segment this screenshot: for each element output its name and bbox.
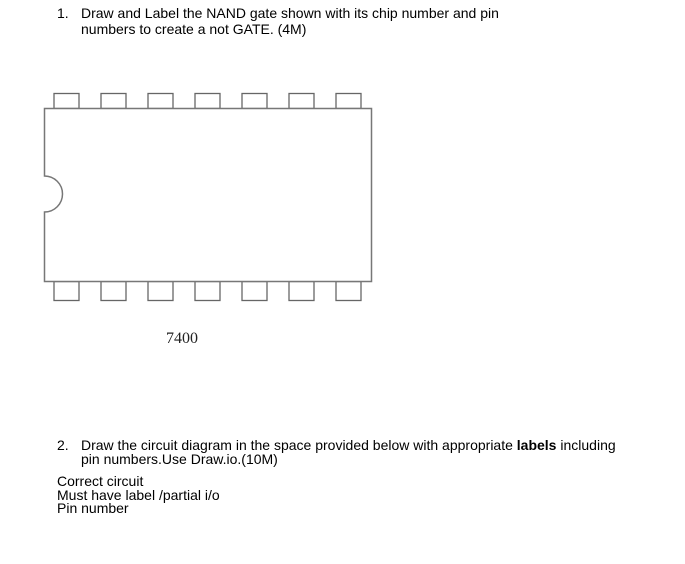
question-2-bold-labels: labels — [516, 437, 557, 453]
chip-pin-top — [242, 94, 267, 109]
chip-number-label: 7400 — [166, 330, 198, 347]
chip-pin-bottom — [336, 282, 361, 301]
criteria-item: Must have label /partial i/o — [57, 486, 220, 503]
chip-pin-bottom — [289, 282, 314, 301]
chip-pin-bottom — [101, 282, 126, 301]
chip-body — [45, 109, 372, 282]
chip-pin-top — [289, 94, 314, 109]
question-2-number: 2. — [57, 437, 69, 453]
question-1-line-2: numbers to create a not GATE. (4M) — [81, 21, 307, 37]
chip-pin-top — [54, 94, 79, 109]
chip-pin-top — [101, 94, 126, 109]
chip-pin-top — [336, 94, 361, 109]
chip-pin-top — [148, 94, 173, 109]
marking-criteria — [57, 475, 220, 516]
question-1-number: 1. — [57, 5, 69, 21]
chip-pin-top — [195, 94, 220, 109]
question-1-text — [81, 5, 499, 37]
question-2-text — [81, 438, 616, 466]
question-2-line-1-end: including — [556, 437, 616, 453]
chip-pin-bottom — [54, 282, 79, 301]
question-2-line-1-start: Draw the circuit diagram in the space provided below with appropriate — [81, 437, 517, 453]
criteria-item: Correct circuit — [57, 473, 144, 489]
criteria-item: Pin number — [57, 500, 129, 516]
chip-top-pins — [54, 94, 361, 109]
question-1-line-1: Draw and Label the NAND gate shown with its chip number and pin — [81, 5, 499, 21]
chip-pin-bottom — [148, 282, 173, 301]
chip-bottom-pins — [54, 282, 361, 301]
question-2-line-2: pin numbers.Use Draw.io.(10M) — [81, 451, 278, 467]
chip-pin-bottom — [242, 282, 267, 301]
ic-chip-diagram — [40, 88, 380, 308]
chip-pin-bottom — [195, 282, 220, 301]
